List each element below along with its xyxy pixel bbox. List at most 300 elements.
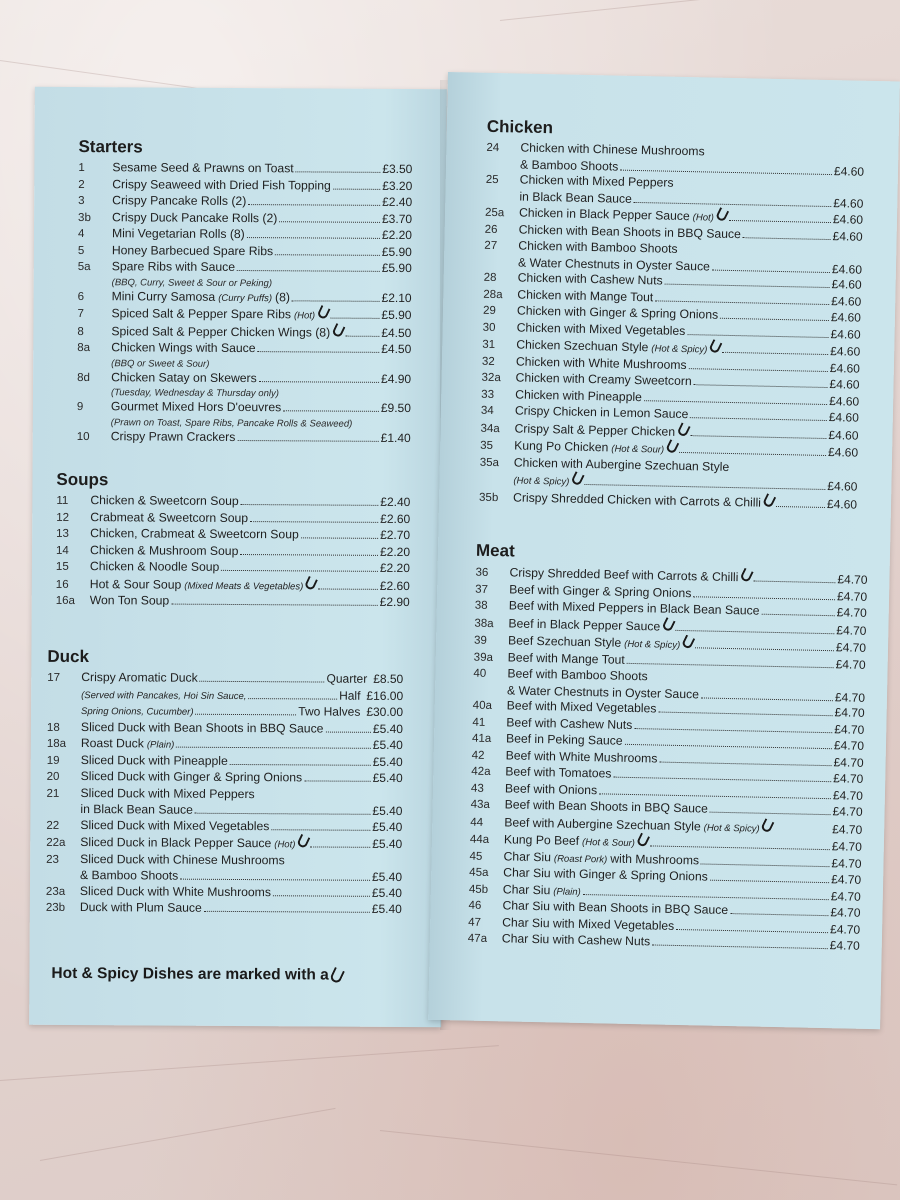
hot-spicy-legend — [51, 965, 342, 985]
item-name: Char Siu with Bean Shoots in BBQ Sauce — [502, 898, 729, 918]
item-name: Chicken with Bean Shoots in BBQ Sauce — [518, 222, 742, 241]
item-price: £5.40 — [372, 754, 403, 769]
item-number: 45a — [469, 866, 489, 880]
item-price: £4.60 — [833, 195, 864, 211]
leader-dots — [333, 188, 380, 189]
item-number: 38a — [474, 617, 494, 630]
item-number: 40 — [473, 667, 487, 680]
item-price: £2.60 — [379, 578, 410, 593]
item-price: £4.70 — [833, 738, 865, 753]
menu-left-page — [29, 87, 447, 1027]
leader-dots — [655, 300, 829, 305]
item-number: 46 — [468, 899, 482, 912]
item-price: £4.60 — [828, 427, 859, 443]
item-price: £4.70 — [834, 721, 865, 737]
item-note: (Plain) — [553, 885, 581, 898]
item-name: Chicken Wings with Sauce — [111, 340, 256, 356]
item-number: 35 — [480, 439, 494, 453]
item-number: 5a — [77, 261, 91, 274]
item-name: Roast Duck — [80, 736, 144, 751]
item-note: (Hot) — [274, 839, 296, 851]
leader-dots — [258, 351, 380, 353]
item-name: Beef with Cashew Nuts — [506, 714, 633, 732]
item-price: £3.70 — [381, 211, 413, 226]
item-price: £2.10 — [381, 290, 412, 305]
leader-dots — [620, 169, 832, 174]
leader-dots — [701, 697, 833, 701]
leader-dots — [345, 335, 379, 336]
item-price: £2.90 — [379, 594, 410, 610]
item-number: 3b — [78, 211, 91, 224]
item-name-continued: & Water Chestnuts in Oyster Sauce — [517, 255, 711, 274]
chili-icon — [715, 207, 729, 222]
item-name: Char Siu with Ginger & Spring Onions — [503, 865, 708, 884]
section-title: Chicken — [486, 116, 554, 138]
item-number: 41 — [472, 716, 486, 729]
item-number: 27 — [484, 239, 498, 253]
item-price: £2.20 — [379, 544, 411, 559]
item-price: £3.50 — [382, 161, 413, 177]
item-name: Crispy Aromatic Duck — [81, 670, 198, 685]
chili-icon — [761, 818, 775, 833]
item-price: £4.50 — [381, 341, 412, 357]
leader-dots — [695, 647, 834, 651]
item-number: 39 — [473, 634, 488, 647]
chili-icon — [570, 471, 584, 486]
duck-section — [46, 647, 404, 919]
item-name: Beef with Tomatoes — [505, 764, 612, 781]
item-name: Spiced Salt & Pepper Spare Ribs — [111, 306, 292, 322]
item-name: Beef in Peking Sauce — [505, 731, 623, 748]
item-number: 9 — [76, 401, 84, 414]
chili-icon — [665, 439, 679, 454]
item-price: £4.70 — [835, 656, 866, 672]
item-price: £5.90 — [381, 307, 412, 323]
item-name: Chicken with Bamboo Shoots — [518, 238, 678, 256]
item-number: 12 — [56, 511, 70, 524]
leader-dots — [644, 400, 827, 405]
soups-section — [56, 470, 411, 612]
item-name: Chicken with Mixed Vegetables — [516, 319, 686, 338]
item-name: Sliced Duck in Black Pepper Sauce — [80, 835, 272, 851]
item-price: £30.00 — [366, 704, 404, 720]
chili-icon — [329, 967, 345, 984]
leader-dots — [687, 334, 828, 338]
item-number: 35b — [478, 491, 499, 504]
chili-icon — [636, 833, 650, 848]
chili-icon — [762, 493, 776, 508]
item-price: £4.60 — [829, 393, 860, 409]
item-price: £4.60 — [832, 212, 864, 227]
leader-dots — [250, 521, 378, 523]
item-description: (Tuesday, Wednesday & Thursday only) — [110, 387, 279, 400]
menu-item — [77, 370, 411, 389]
item-name: Chicken with Mange Tout — [517, 287, 654, 304]
item-number: 14 — [56, 544, 69, 557]
item-note: (Hot & Spicy) — [513, 475, 570, 488]
menu-item — [77, 429, 411, 448]
item-name-continued: in Black Bean Sauce — [80, 802, 193, 817]
leader-dots — [292, 300, 380, 302]
menu-item — [78, 193, 412, 212]
item-price: £9.50 — [380, 400, 411, 416]
item-name: Sliced Duck with Mixed Vegetables — [80, 817, 270, 833]
item-note: (Plain) — [146, 739, 175, 751]
item-price: £4.70 — [831, 839, 863, 854]
section-title: Soups — [56, 469, 109, 490]
item-price: £4.60 — [826, 496, 858, 512]
item-number: 42 — [471, 749, 485, 762]
leader-dots — [613, 777, 831, 783]
item-name: Beef Szechuan Style — [507, 633, 622, 650]
item-number: 22a — [46, 836, 66, 849]
item-name: Chicken, Crabmeat & Sweetcorn Soup — [90, 526, 299, 542]
item-name: Chicken & Sweetcorn Soup — [90, 493, 239, 509]
leader-dots — [247, 237, 380, 239]
chili-icon — [661, 617, 675, 632]
item-price: £2.60 — [380, 511, 411, 526]
menu-item — [78, 177, 412, 196]
item-number: 29 — [482, 304, 496, 318]
item-name: Spare Ribs with Sauce — [111, 259, 236, 274]
item-price: £4.90 — [381, 371, 412, 386]
menu-item — [77, 340, 411, 359]
leader-dots — [694, 384, 828, 388]
leader-dots — [776, 505, 825, 507]
item-name: Chicken with Aubergine Szechuan Style — [513, 454, 730, 474]
leader-dots — [584, 484, 825, 490]
item-number: 2 — [78, 178, 85, 191]
menu-right-page — [428, 72, 900, 1029]
leader-dots — [583, 894, 829, 900]
item-name: Sliced Duck with White Mushrooms — [79, 883, 271, 899]
item-name: Crispy Prawn Crackers — [110, 428, 236, 444]
item-price: £4.60 — [832, 228, 863, 244]
item-price: £2.70 — [380, 527, 411, 543]
item-name-continued: & Bamboo Shoots — [519, 157, 619, 174]
item-price: £4.70 — [829, 938, 860, 953]
item-name-continued: & Water Chestnuts in Oyster Sauce — [506, 682, 700, 701]
leader-dots — [689, 368, 828, 372]
item-price: £8.50 — [373, 671, 404, 687]
item-number: 39a — [473, 651, 494, 664]
item-number: 18 — [46, 721, 60, 734]
item-name: Crispy Shredded Beef with Carrots & Chilli — [509, 565, 739, 585]
leader-dots — [722, 352, 828, 355]
item-number: 4 — [77, 228, 85, 241]
leader-dots — [279, 221, 380, 223]
item-number: 44 — [470, 816, 484, 829]
item-number: 20 — [46, 770, 60, 783]
item-price: £4.70 — [831, 872, 862, 887]
leader-dots — [171, 604, 377, 606]
leader-dots — [283, 410, 379, 412]
item-note: (Hot & Spicy) — [703, 822, 760, 835]
item-number: 45b — [468, 883, 489, 896]
item-description: (Prawn on Toast, Spare Ribs, Pancake Rolls & Seaweed) — [110, 416, 353, 430]
chicken-section — [479, 117, 865, 514]
item-name: Won Ton Soup — [89, 593, 170, 608]
meat-section — [468, 541, 868, 956]
item-price: £4.60 — [833, 163, 865, 179]
item-price: £5.40 — [371, 869, 403, 885]
item-note: (Hot) — [293, 310, 316, 322]
chili-icon — [331, 323, 345, 338]
aromatic-duck-line — [47, 686, 403, 705]
leader-dots — [743, 237, 831, 240]
item-name: Chicken with Creamy Sweetcorn — [515, 370, 692, 389]
item-name: Crispy Duck Pancake Rolls (2) — [112, 209, 278, 225]
item-price: £5.40 — [371, 885, 402, 900]
item-name: Sliced Duck with Ginger & Spring Onions — [80, 769, 303, 785]
menu-item — [78, 226, 412, 245]
item-note: (Hot & Spicy) — [624, 638, 681, 651]
item-price: £4.70 — [836, 622, 867, 638]
leader-dots — [761, 614, 834, 617]
item-number: 34 — [480, 404, 494, 418]
item-number: 43a — [470, 798, 490, 812]
item-name: Sliced Duck with Pineapple — [80, 752, 228, 768]
menu-item — [77, 305, 411, 325]
item-note: (Mixed Meats & Vegetables) — [184, 580, 304, 592]
item-number: 25a — [484, 206, 505, 220]
item-price: £5.40 — [372, 737, 403, 753]
item-name: Chicken in Black Pepper Sauce — [518, 205, 690, 224]
item-name: Sliced Duck with Chinese Mushrooms — [80, 851, 285, 867]
item-price: £4.70 — [834, 705, 865, 720]
item-price: £5.40 — [372, 770, 403, 786]
item-note: (Hot & Sour) — [581, 836, 636, 850]
item-number: 1 — [78, 162, 85, 175]
item-number: 6 — [77, 290, 85, 303]
item-price: £16.00 — [366, 688, 404, 703]
item-number: 45 — [469, 850, 483, 863]
item-name: Gourmet Mixed Hors D'oeuvres — [110, 399, 282, 415]
portion-label: Two Halves — [298, 704, 361, 719]
item-name: Kung Po Chicken — [514, 438, 609, 455]
chili-icon — [316, 305, 330, 320]
leader-dots — [241, 504, 379, 506]
item-number: 30 — [482, 321, 496, 334]
item-name: Chicken with Mixed Peppers — [519, 172, 674, 190]
portion-label: Quarter — [326, 671, 368, 686]
item-number: 22 — [46, 819, 60, 832]
chili-icon — [304, 575, 318, 590]
item-name: Crispy Pancake Rolls (2) — [112, 193, 247, 209]
leader-dots — [259, 381, 379, 383]
leader-dots — [330, 318, 379, 319]
leader-dots — [701, 863, 829, 867]
item-name: Char Siu with Mixed Vegetables — [502, 914, 675, 933]
item-price: £5.90 — [381, 260, 412, 276]
item-number: 40a — [472, 699, 493, 713]
item-number: 42a — [471, 765, 491, 779]
item-number: 41a — [471, 732, 492, 746]
leader-dots — [729, 220, 831, 223]
menu-item — [77, 399, 411, 418]
item-name-extra: (8) — [275, 289, 291, 304]
item-price: £4.60 — [827, 445, 859, 460]
item-price: £4.70 — [836, 605, 867, 620]
item-name: Beef in Black Pepper Sauce — [508, 615, 661, 634]
leader-dots — [318, 588, 378, 589]
menu-item — [56, 593, 410, 612]
item-number: 32a — [481, 371, 501, 385]
item-price: £4.70 — [836, 588, 868, 604]
item-number: 31 — [482, 338, 496, 352]
item-name: Chicken & Noodle Soup — [89, 559, 220, 574]
chili-icon — [296, 834, 310, 849]
leader-dots — [248, 204, 380, 206]
menu-item — [78, 243, 412, 262]
item-note: (Hot & Sour) — [611, 443, 665, 456]
item-number: 37 — [475, 583, 489, 596]
leader-dots — [176, 747, 371, 749]
section-title: Meat — [475, 540, 515, 561]
item-price: £2.40 — [382, 194, 413, 210]
item-price: £4.70 — [832, 821, 863, 837]
menu-item — [78, 210, 412, 229]
item-price: £3.20 — [382, 178, 413, 193]
item-name: Beef with Mixed Peppers in Black Bean Sauce — [508, 598, 760, 618]
item-price: £4.70 — [830, 905, 861, 920]
leader-dots — [301, 537, 378, 538]
item-price: £5.40 — [371, 901, 402, 917]
item-name: Beef with Bean Shoots in BBQ Sauce — [504, 797, 709, 816]
item-price: £4.50 — [381, 325, 412, 340]
starters-section — [77, 137, 413, 447]
leader-dots — [753, 581, 835, 584]
chili-icon — [676, 422, 690, 437]
leader-dots — [296, 171, 381, 173]
item-number: 23b — [45, 901, 66, 914]
leader-dots — [230, 763, 371, 765]
item-name: Beef with Onions — [504, 780, 598, 797]
item-number: 23a — [45, 885, 66, 898]
item-price: £5.90 — [381, 244, 412, 259]
item-number: 10 — [76, 430, 90, 443]
item-price: £4.60 — [829, 377, 860, 392]
item-number: 26 — [484, 223, 498, 236]
item-note: (Hot & Spicy) — [651, 343, 708, 356]
item-name: Mini Vegetarian Rolls (8) — [111, 226, 245, 242]
item-name: Spiced Salt & Pepper Chicken Wings (8) — [111, 323, 331, 340]
leader-dots — [195, 813, 371, 815]
item-price: £4.60 — [830, 310, 862, 325]
item-name: Chicken Satay on Skewers — [111, 369, 257, 385]
item-note: Spring Onions, Cucumber) — [81, 706, 194, 718]
chili-icon — [739, 568, 753, 583]
item-name: Chicken Szechuan Style — [516, 337, 649, 355]
leader-dots — [659, 761, 831, 766]
leader-dots — [627, 662, 834, 667]
item-number: 15 — [55, 560, 69, 573]
item-name: Crispy Shredded Chicken with Carrots & Chilli — [512, 489, 762, 510]
menu-item — [78, 259, 412, 278]
menu-item — [56, 575, 410, 595]
leader-dots — [675, 629, 834, 633]
item-number: 17 — [47, 671, 61, 684]
item-number: 35a — [479, 456, 500, 469]
item-name: Chicken with Cashew Nuts — [517, 270, 663, 288]
item-name: Sliced Duck with Bean Shoots in BBQ Sauce — [80, 719, 324, 736]
item-number: 44a — [469, 833, 490, 847]
leader-dots — [693, 596, 835, 600]
leader-dots — [221, 570, 378, 572]
item-number: 8a — [77, 342, 91, 355]
chili-icon — [708, 339, 722, 354]
leader-dots — [690, 417, 827, 421]
item-name: Beef with Aubergine Szechuan Style — [504, 814, 701, 833]
item-name: Sesame Seed & Prawns on Toast — [112, 160, 294, 176]
item-name: Beef with Mange Tout — [507, 649, 625, 667]
leader-dots — [196, 714, 297, 716]
item-number: 5 — [77, 244, 85, 257]
chili-icon — [681, 635, 695, 650]
item-number: 18a — [46, 737, 67, 750]
leader-dots — [248, 698, 337, 700]
leader-dots — [658, 712, 832, 717]
spacer — [773, 831, 833, 832]
item-name: Crispy Salt & Pepper Chicken — [514, 420, 676, 439]
leader-dots — [690, 435, 826, 439]
menu-item — [78, 160, 412, 179]
item-price: £5.40 — [372, 803, 403, 819]
item-number: 16a — [55, 594, 75, 608]
item-name: Sliced Duck with Mixed Peppers — [80, 785, 255, 801]
item-description: (BBQ, Curry, Sweet & Sour or Peking) — [111, 276, 273, 289]
item-name: Honey Barbecued Spare Ribs — [111, 242, 274, 258]
leader-dots — [624, 744, 831, 749]
leader-dots — [237, 439, 378, 441]
item-name: Mini Curry Samosa — [111, 288, 216, 304]
item-note: (Roast Pork) — [553, 852, 608, 866]
item-price: £1.40 — [380, 430, 411, 445]
leader-dots — [679, 452, 826, 456]
item-price: £4.70 — [831, 855, 862, 871]
item-price: £4.60 — [827, 479, 858, 494]
item-price: £4.70 — [837, 572, 868, 587]
leader-dots — [325, 731, 370, 732]
item-number: 8 — [77, 325, 84, 338]
item-price: £4.60 — [830, 326, 861, 342]
item-number: 47a — [467, 932, 488, 946]
item-name: Duck with Plum Sauce — [79, 900, 202, 915]
item-number: 24 — [486, 141, 500, 155]
item-number: 25 — [485, 173, 499, 187]
leader-dots — [650, 845, 830, 850]
item-name: Beef with Bamboo Shoots — [507, 666, 648, 684]
item-name: Char Siu — [503, 848, 552, 864]
item-price: £4.60 — [831, 261, 863, 277]
leader-dots — [310, 846, 370, 847]
item-number: 32 — [481, 355, 495, 368]
item-name-continued: in Black Bean Sauce — [519, 189, 633, 206]
item-name: Char Siu with Cashew Nuts — [501, 931, 651, 949]
item-note: (Hot) — [692, 212, 714, 224]
item-number: 11 — [56, 494, 69, 507]
section-title: Starters — [78, 137, 143, 157]
item-number: 36 — [475, 566, 489, 579]
menu-item — [78, 289, 412, 308]
item-price: £4.70 — [832, 804, 863, 819]
leader-dots — [237, 270, 380, 272]
legend-text: Hot & Spicy Dishes are marked with a — [51, 964, 329, 984]
item-number: 38 — [474, 599, 488, 612]
menu-item — [77, 323, 411, 343]
item-number: 33 — [481, 388, 495, 401]
leader-dots — [275, 254, 380, 256]
